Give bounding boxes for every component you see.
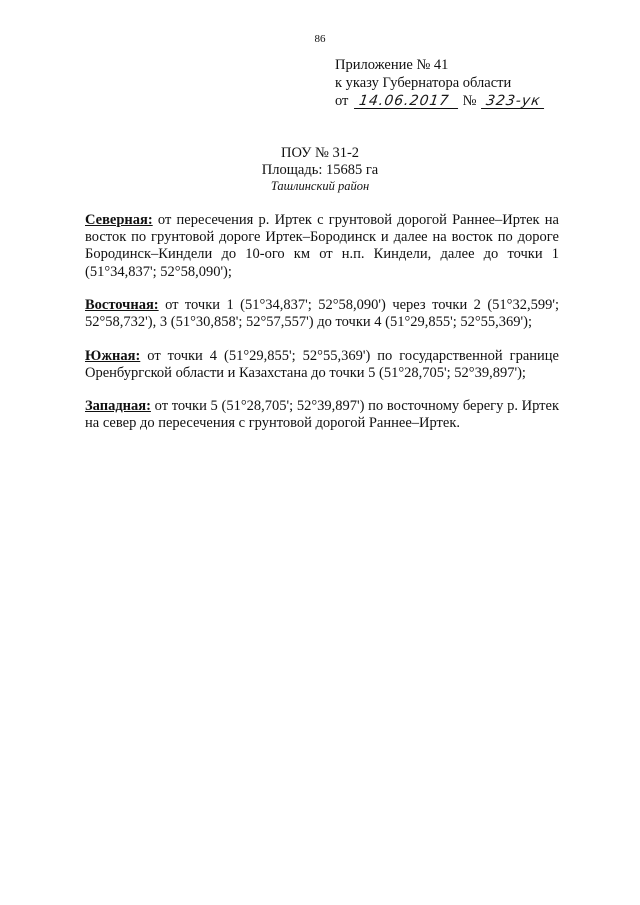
section-label: Северная:: [85, 212, 153, 228]
document-heading: [0, 145, 640, 194]
appendix-date-line: [335, 92, 545, 110]
number-prefix: №: [462, 93, 477, 109]
section-label: Западная:: [85, 398, 151, 414]
heading-district: Ташлинский район: [270, 179, 370, 193]
appendix-block: [335, 56, 545, 110]
handwritten-number: 323-ук: [481, 94, 546, 109]
section-text: от точки 1 (51°34,837'; 52°58,090') через точки 2 (51°32,599'; 52°58,732'), 3 (51°30,858'; 52°57,557') до точки 4 (51°29,855'; 52°55,369');: [85, 297, 559, 331]
handwritten-date: 14.06.2017: [354, 94, 460, 109]
page-number: 86: [314, 33, 326, 45]
heading-area: Площадь: 15685 га: [261, 162, 379, 178]
date-prefix: от: [335, 93, 349, 109]
section-west: [85, 398, 559, 432]
section-label: Восточная:: [85, 297, 159, 313]
section-north: [85, 212, 559, 281]
section-text: от точки 4 (51°29,855'; 52°55,369') по государственной границе Оренбургской области и Казахстана до точки 5 (51°28,705'; 52°39,897');: [85, 348, 559, 382]
appendix-reference: к указу Губернатора области: [335, 75, 512, 91]
section-text: от точки 5 (51°28,705'; 52°39,897') по восточному берегу р. Иртек на север до пересечения с грунтовой дорогой Раннее–Иртек.: [85, 398, 559, 432]
section-text: от пересечения р. Иртек с грунтовой дорогой Раннее–Иртек на восток по грунтовой дороге Иртек–Бородинск и далее на восток по дороге Бородинск–Киндели до 10-ого км от н.п. Киндели, далее до точки 1 (51°34,837'; 52°58,090');: [85, 212, 559, 280]
section-label: Южная:: [85, 348, 141, 364]
heading-title: ПОУ № 31-2: [280, 145, 360, 161]
section-south: [85, 348, 559, 382]
appendix-title: Приложение № 41: [335, 57, 449, 73]
section-east: [85, 297, 559, 331]
